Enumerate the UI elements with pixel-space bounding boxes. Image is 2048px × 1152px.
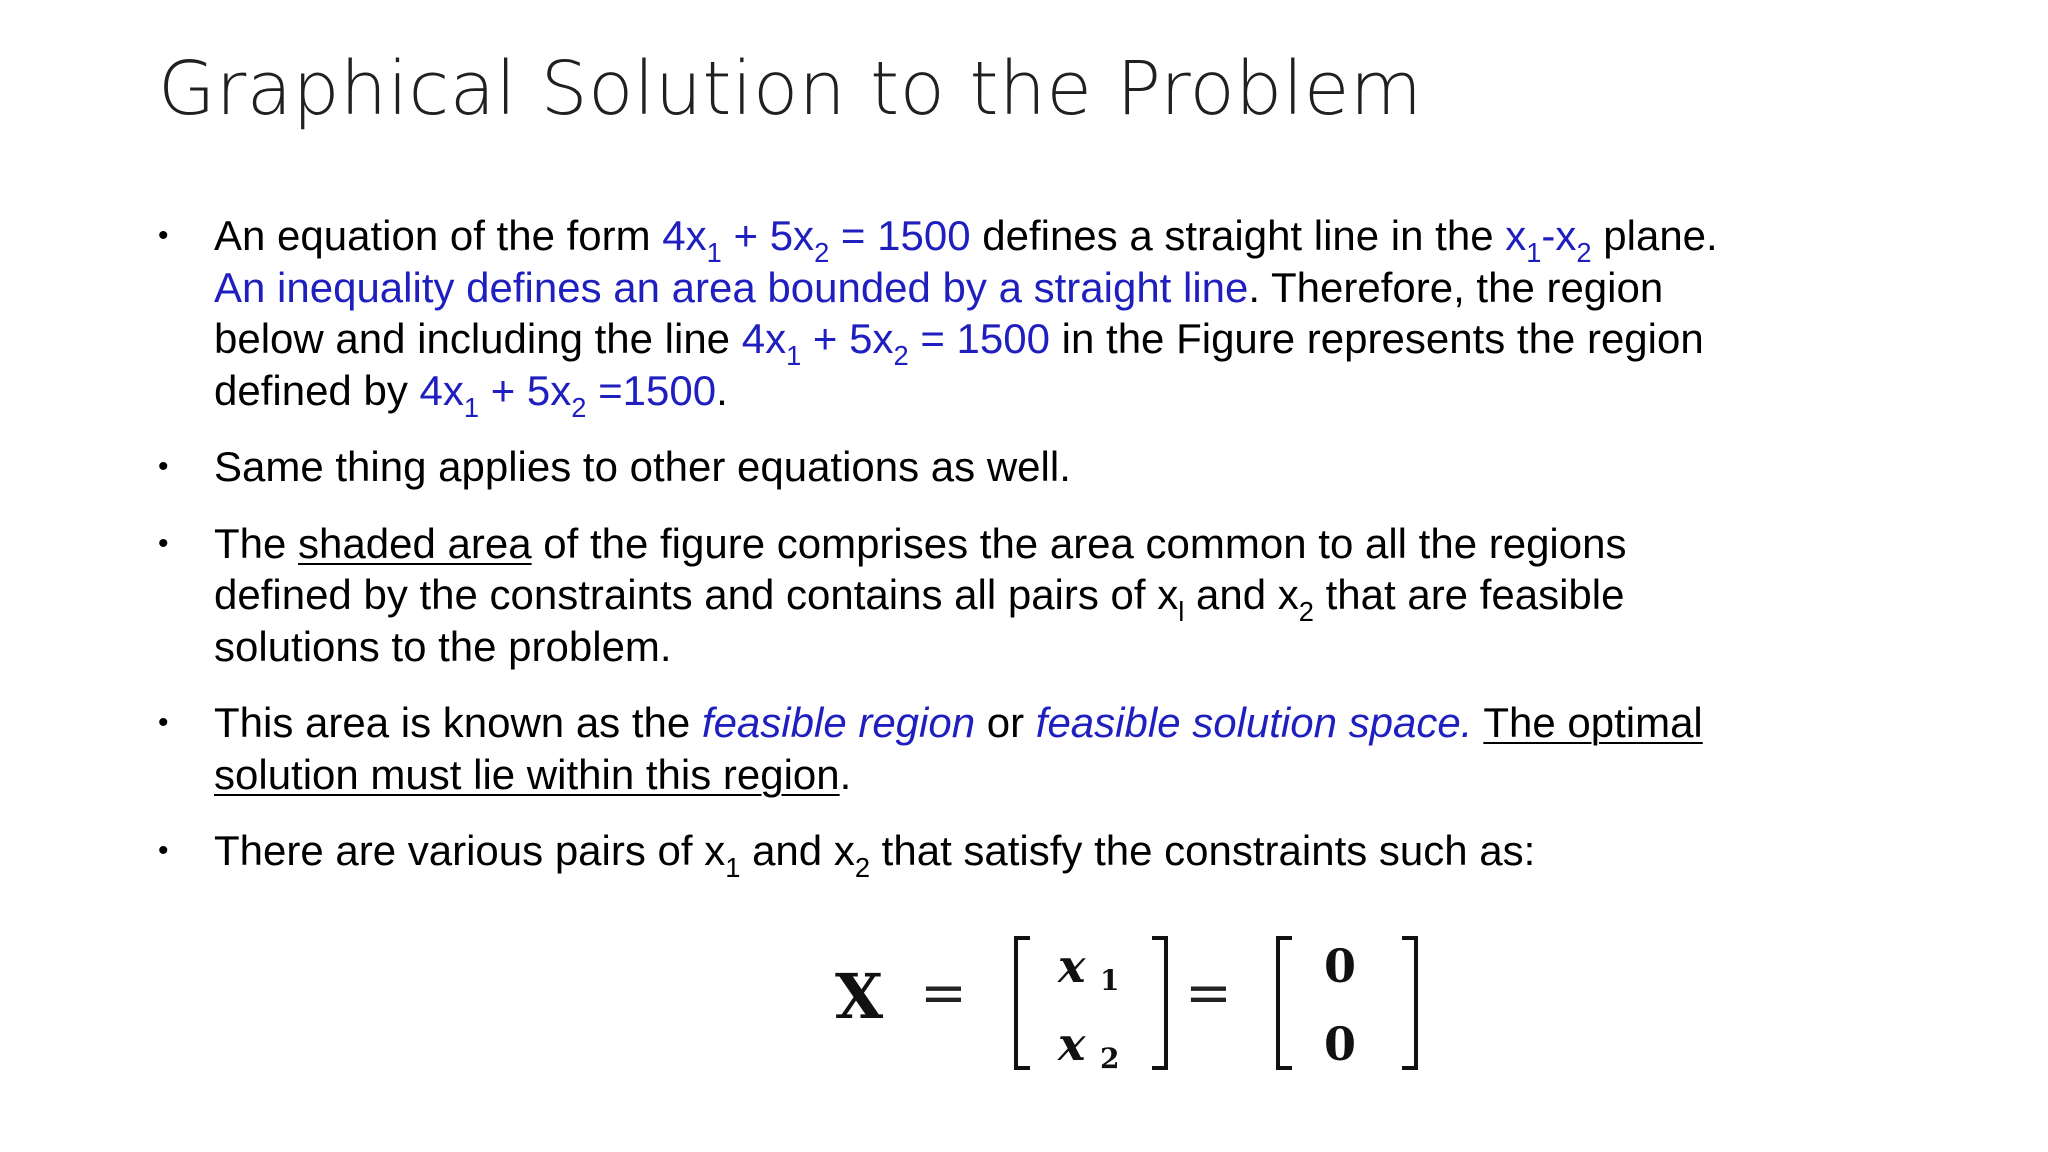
equals-sign: = [1185, 961, 1232, 1026]
equation-lhs-x: X [835, 960, 884, 1033]
bullet-list [158, 210, 1718, 902]
vector-value-top: 0 [1324, 939, 1357, 993]
left-bracket [1016, 938, 1030, 1068]
feasible-region-term: feasible region [701, 699, 976, 746]
bullet-item-shaded-area [158, 518, 1718, 673]
bullet-text: There are various pairs of $x_1$ and $x_2$ that satisfy the constraints such as: [214, 827, 1536, 884]
optimal-solution-statement: The optimal solution must lie within this region [214, 699, 1703, 798]
vector-value-bottom: 0 [1324, 1017, 1357, 1071]
bullet-text: This area is known as the feasible region or feasible solution space. The optimal solution must lie within this region. [214, 699, 1703, 798]
equation-4x1-5x2: $4x_1 + 5x_2 = 1500$ [662, 212, 971, 269]
vector-element-x2-subscript: 2 [1100, 1042, 1120, 1075]
bullet-item-various-pairs [158, 825, 1718, 884]
equation-4x1-5x2: $4x_1 + 5x_2 =1500$ [419, 366, 717, 423]
feasible-solution-space-term: feasible solution space. [1035, 699, 1473, 746]
bullet-marker: • [158, 706, 169, 739]
equation-4x1-5x2: $4x_1 + 5x_2 = 1500$ [741, 315, 1050, 372]
bullet-marker: • [158, 526, 169, 560]
equation-figure [440, 890, 1610, 1152]
bullet-item-feasible-region [158, 697, 1718, 800]
right-bracket [1402, 938, 1416, 1068]
bullet-text: An equation of the form $4x_1 + 5x_2 = 1500$ defines a straight line in the $x_1-x_2$ plane. An inequality defines an area bounded by a straight line. Therefore, the region below and including the line $4x_1 + 5x_2 = 1500$ in the Figure represents the region defined by $4x_1 + 5x_2 =1500$. [214, 212, 1718, 423]
vector-element-x1: x [1058, 939, 1086, 993]
bullet-marker: • [158, 219, 169, 252]
slide-title: Graphical Solution to the Problem [158, 46, 1423, 132]
vector-element-x1-subscript: 1 [1100, 964, 1120, 997]
left-bracket [1278, 938, 1292, 1068]
right-bracket [1152, 938, 1166, 1068]
bullet-item-other-equations [158, 441, 1718, 493]
plane-label: $x_1-x_2$ [1505, 212, 1592, 269]
bullet-text: The shaded area of the figure comprises the area common to all the regions defined by the constraints and contains all pairs of $x_l$ and $x_2$ that are feasible solutions to the problem. [214, 519, 1627, 670]
bullet-marker: • [158, 450, 169, 483]
vector-element-x2: x [1058, 1017, 1086, 1071]
solution-vector-equation [440, 890, 1610, 1152]
bullet-text: Same thing applies to other equations as well. [214, 443, 1071, 490]
bullet-item-line-equation [158, 210, 1718, 423]
shaded-area-term: shaded area [298, 519, 532, 567]
bullet-marker: • [158, 834, 169, 867]
inequality-statement: An inequality defines an area bounded by a straight line [214, 263, 1249, 311]
equals-sign: = [920, 961, 967, 1026]
